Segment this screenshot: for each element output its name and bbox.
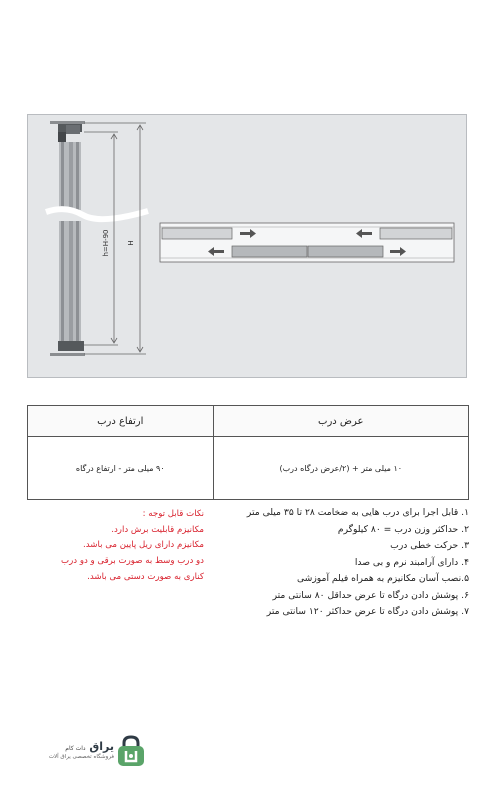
- note-item: مکانیزم قابلیت برش دارد.: [111, 524, 204, 535]
- table-header-row: [28, 406, 469, 437]
- cell-width-formula: ۱۰ میلی متر + (۲/عرض درگاه درب): [213, 437, 468, 500]
- feature-item: ۳. حرکت خطی درب: [390, 540, 469, 551]
- logo-tagline: فروشگاه تخصصی یراق آلات: [48, 754, 114, 760]
- notes-list: [44, 507, 204, 586]
- feature-item: ۴. دارای آرامبند نرم و بی صدا: [354, 556, 469, 568]
- rail-top-view: [160, 223, 454, 262]
- features-list: [229, 505, 469, 621]
- header-door-height: ارتفاع درب: [28, 406, 214, 437]
- dimension-lines: [84, 123, 146, 354]
- header-door-width: عرض درب: [213, 406, 468, 437]
- note-item: مکانیزم دارای ریل پایین می باشد.: [83, 540, 204, 551]
- technical-diagram: [27, 114, 467, 378]
- feature-item: ۱. قابل اجرا برای درب هایی به ضخامت ۲۸ تا ۳۵ میلی متر: [246, 507, 469, 518]
- brand-logo: [46, 735, 146, 771]
- dimension-label-height: H: [127, 240, 135, 246]
- table-row: [28, 437, 469, 500]
- diagram-svg: [28, 115, 468, 379]
- dimension-label-hh: h=H-90: [102, 229, 110, 257]
- feature-item: ۲. حداکثر وزن درب = ۸۰ کیلوگرم: [337, 523, 469, 535]
- feature-item: ۵.نصب آسان مکانیزم به همراه فیلم آموزشی: [296, 573, 469, 584]
- feature-item: ۷. پوشش دادن درگاه تا عرض حداکثر ۱۲۰ سانتی متر: [266, 606, 469, 617]
- logo-name: [46, 740, 114, 753]
- notes-title: نکات قابل توجه :: [142, 509, 204, 519]
- logo-brand: یراق: [89, 740, 114, 753]
- lock-logo-icon: [116, 735, 146, 767]
- door-side-profile: [46, 121, 148, 356]
- cell-height-formula: ۹۰ میلی متر - ارتفاع درگاه: [28, 437, 214, 500]
- logo-suffix: دات کام: [65, 745, 86, 752]
- feature-item: ۶. پوشش دادن درگاه تا عرض حداقل ۸۰ سانتی متر: [272, 589, 469, 601]
- note-item: کناری به صورت دستی می باشد.: [87, 571, 204, 582]
- spec-table: [27, 405, 469, 500]
- note-item: دو درب وسط به صورت برقی و دو درب: [61, 556, 204, 567]
